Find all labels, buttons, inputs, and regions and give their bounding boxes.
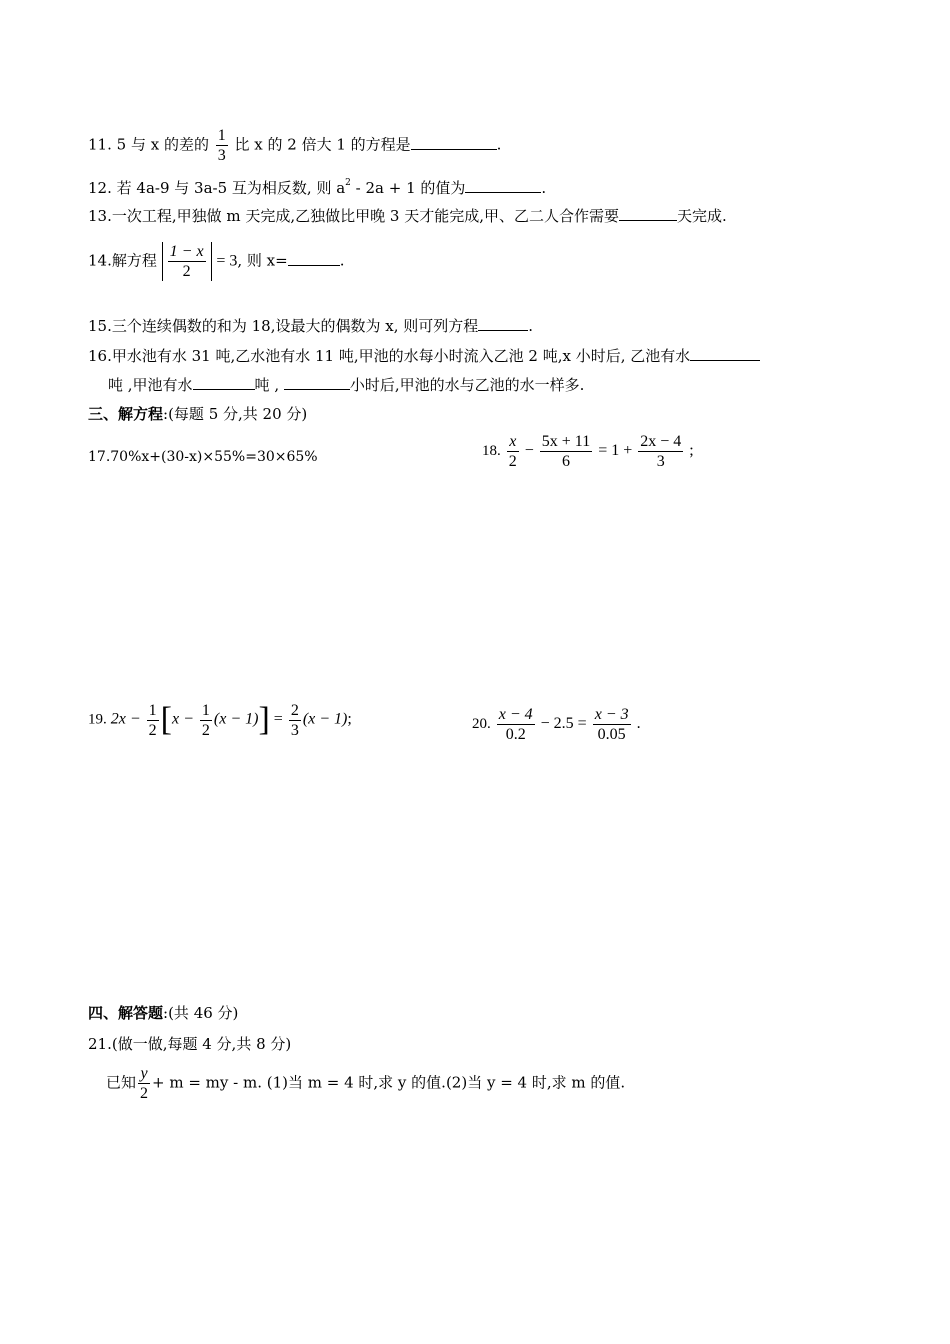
q15-answer-blank[interactable] — [478, 315, 528, 331]
q19-inner2: (x − 1) — [213, 710, 259, 728]
q14-text-post: , 则 x= — [237, 251, 288, 270]
q19-rhs: (x − 1) — [302, 710, 348, 728]
q20-f2-num: x − 3 — [594, 706, 629, 723]
q19-h2-num: 1 — [201, 701, 210, 719]
section-3-title: 三、解方程 — [88, 405, 164, 423]
q19-t-den: 3 — [290, 721, 299, 739]
q14-absolute-value — [162, 242, 212, 281]
q19-right-bracket: ] — [258, 701, 270, 738]
q13-end: 天完成. — [677, 207, 727, 225]
q12-text-post: - 2a + 1 的值为 — [350, 179, 466, 197]
q18-f2-den: 6 — [562, 453, 570, 470]
q12-text-pre: 若 4a-9 与 3a-5 互为相反数, 则 a — [116, 179, 346, 197]
q19-end: ; — [347, 710, 352, 728]
q19-h1-den: 2 — [148, 721, 157, 739]
question-14 — [88, 242, 344, 281]
q16-answer-blank-1[interactable] — [690, 345, 760, 361]
q19-h2-den: 2 — [201, 721, 210, 739]
q18-f3-den: 3 — [656, 453, 665, 470]
q19-equals: = — [273, 710, 283, 728]
q12-answer-blank[interactable] — [465, 177, 541, 193]
q14-frac-den: 2 — [182, 263, 191, 280]
question-18 — [482, 432, 694, 471]
question-15 — [88, 315, 533, 336]
q18-minus: − — [524, 442, 534, 460]
q18-f1-den: 2 — [508, 453, 517, 470]
q18-mid: = 1 + — [598, 442, 633, 460]
q20-f2-den: 0.05 — [597, 726, 626, 743]
q19-half-2 — [200, 701, 212, 740]
q12-end: . — [541, 179, 547, 197]
q20-end: . — [636, 715, 641, 733]
question-19 — [88, 700, 352, 740]
q19-term-a: 2x − — [110, 710, 141, 728]
q20-f1-num: x − 4 — [498, 706, 533, 723]
section-3-heading — [88, 404, 307, 424]
q19-two-thirds — [289, 701, 301, 740]
q18-fraction-3 — [638, 432, 683, 471]
q18-f3-num: 2x − 4 — [640, 433, 682, 450]
q16-text-line1: 16.甲水池有水 31 吨,乙水池有水 11 吨,甲池的水每小时流入乙池 2 吨,x 小时后, 乙池有水 — [88, 347, 691, 365]
q20-mid: − 2.5 = — [540, 715, 587, 733]
question-17 — [88, 447, 318, 467]
section-4-note: :(共 46 分) — [163, 1004, 239, 1022]
q16-text-l2a: 吨 ,甲池有水 — [108, 376, 193, 394]
question-21-body — [106, 1064, 625, 1103]
q21-frac-den: 2 — [140, 1085, 149, 1102]
q15-end: . — [528, 317, 534, 335]
q14-fraction — [168, 242, 206, 281]
q14-end: . — [339, 251, 345, 270]
q21-frac-num: y — [138, 1064, 150, 1084]
q18-number: 18. — [482, 443, 501, 460]
q14-text-pre: 14.解方程 — [88, 251, 157, 270]
q11-answer-blank[interactable] — [411, 134, 497, 150]
q11-text-pre: 5 与 x 的差的 — [116, 135, 209, 154]
q11-frac-num: 1 — [217, 127, 226, 144]
question-16-line-2 — [108, 374, 584, 395]
q20-fraction-2 — [593, 705, 631, 744]
question-12 — [88, 175, 546, 198]
q11-end: . — [496, 135, 502, 154]
q13-text: 13.一次工程,甲独做 m 天完成,乙独做比甲晚 3 天才能完成,甲、乙二人合作需要 — [88, 207, 620, 225]
q19-h1-num: 1 — [148, 701, 157, 719]
q19-number: 19. — [88, 711, 107, 728]
q18-end: ; — [689, 442, 694, 460]
section-3-note: :(每题 5 分,共 20 分) — [163, 405, 308, 423]
q21-post: + m = my - m. (1)当 m = 4 时,求 y 的值.(2)当 y = 4 时,求 m 的值. — [152, 1073, 626, 1092]
q11-frac-den: 3 — [217, 147, 226, 164]
section-4-heading — [88, 1003, 238, 1023]
q14-equals: = 3 — [216, 252, 238, 270]
q11-number: 11. — [88, 135, 112, 154]
section-4-title: 四、解答题 — [88, 1004, 164, 1022]
q18-fraction-1 — [507, 432, 519, 471]
q13-answer-blank[interactable] — [619, 205, 677, 221]
q16-text-l2b: 吨 , — [254, 376, 280, 394]
question-16-line-1 — [88, 345, 760, 366]
q19-t-num: 2 — [290, 701, 299, 719]
q18-fraction-2 — [540, 432, 592, 471]
q19-left-bracket: [ — [160, 701, 172, 738]
q19-inner: x − — [171, 710, 194, 728]
question-11 — [88, 126, 501, 165]
q18-f2-num: 5x + 11 — [541, 433, 591, 450]
q21-head: 21.(做一做,每题 4 分,共 8 分) — [88, 1035, 292, 1053]
q11-text-post: 比 x 的 2 倍大 1 的方程是 — [234, 135, 411, 154]
q20-f1-den: 0.2 — [505, 726, 526, 743]
q21-fraction — [138, 1064, 150, 1103]
q17-text: 17.70%x+(30-x)×55%=30×65% — [88, 449, 318, 465]
q16-answer-blank-3[interactable] — [284, 374, 350, 390]
q16-text-l2c: 小时后,甲池的水与乙池的水一样多. — [349, 376, 585, 394]
question-20 — [472, 705, 641, 744]
q12-number: 12. — [88, 179, 112, 197]
q18-f1-num: x — [507, 432, 519, 452]
question-21-heading — [88, 1034, 291, 1054]
q20-fraction-1 — [497, 705, 535, 744]
q16-answer-blank-2[interactable] — [193, 374, 255, 390]
q12-superscript: 2 — [345, 178, 351, 188]
q21-pre: 已知 — [106, 1073, 137, 1092]
q15-text: 15.三个连续偶数的和为 18,设最大的偶数为 x, 则可列方程 — [88, 317, 479, 335]
question-13 — [88, 205, 727, 226]
q19-half-1 — [147, 701, 159, 740]
q14-answer-blank[interactable] — [288, 250, 340, 266]
q14-frac-num: 1 − x — [169, 243, 204, 260]
q11-fraction — [216, 126, 228, 165]
q20-number: 20. — [472, 716, 491, 733]
